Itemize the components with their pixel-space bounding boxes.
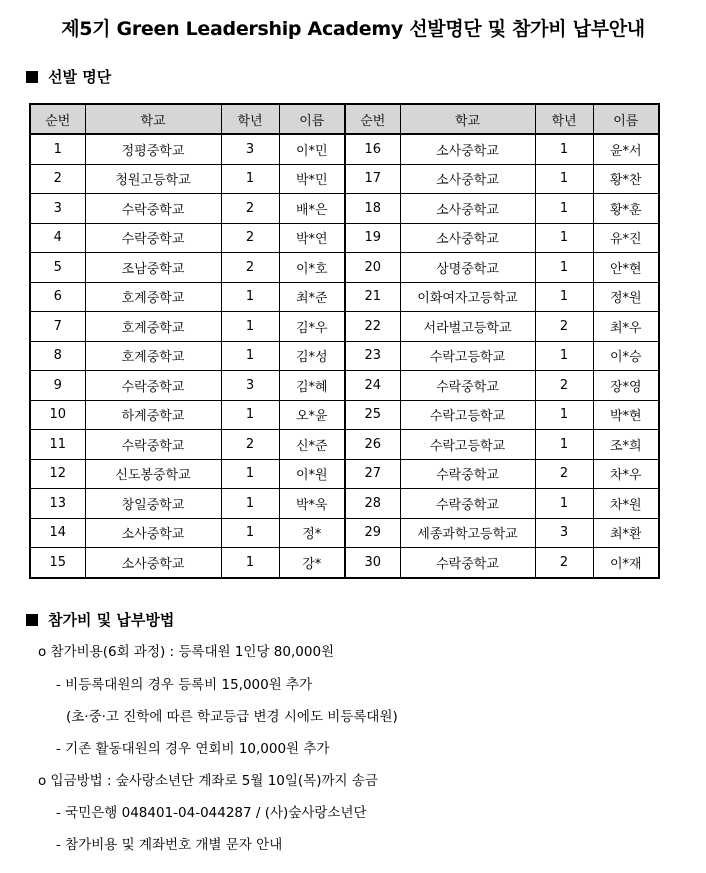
column-header: 순번	[30, 104, 85, 134]
table-cell: 2	[535, 459, 593, 489]
table-cell: 신도봉중학교	[85, 459, 221, 489]
table-row	[30, 518, 659, 548]
table-cell: 청원고등학교	[85, 164, 221, 194]
table-cell: 10	[30, 400, 85, 430]
table-cell: 1	[535, 489, 593, 519]
table-cell: 2	[221, 253, 279, 283]
table-row	[30, 253, 659, 283]
table-cell: 황*훈	[593, 194, 659, 224]
table-cell: 수락중학교	[85, 194, 221, 224]
table-row	[30, 282, 659, 312]
column-header: 학년	[535, 104, 593, 134]
table-cell: 25	[345, 400, 400, 430]
table-cell: 2	[30, 164, 85, 194]
table-cell: 20	[345, 253, 400, 283]
table-cell: 배*은	[279, 194, 345, 224]
table-cell: 박*욱	[279, 489, 345, 519]
table-row	[30, 223, 659, 253]
table-cell: 유*진	[593, 223, 659, 253]
table-cell: 19	[345, 223, 400, 253]
table-cell: 1	[535, 341, 593, 371]
table-cell: 소사중학교	[400, 134, 535, 164]
table-cell: 박*현	[593, 400, 659, 430]
table-cell: 1	[221, 518, 279, 548]
page-title: 제5기 Green Leadership Academy 선발명단 및 참가비 납부안내	[61, 18, 645, 40]
table-cell: 서라벌고등학교	[400, 312, 535, 342]
table-cell: 1	[535, 194, 593, 224]
table-cell: 이*재	[593, 548, 659, 578]
table-cell: 소사중학교	[85, 518, 221, 548]
table-cell: 15	[30, 548, 85, 578]
table-row	[30, 371, 659, 401]
table-cell: 호계중학교	[85, 282, 221, 312]
section-heading-roster	[26, 66, 111, 87]
table-cell: 3	[30, 194, 85, 224]
fee-line: (초·중·고 진학에 따른 학교등급 변경 시에도 비등록대원)	[66, 709, 398, 725]
table-cell: 소사중학교	[400, 194, 535, 224]
table-cell: 이화여자고등학교	[400, 282, 535, 312]
fee-line: - 국민은행 048401-04-044287 / (사)숲사랑소년단	[56, 805, 367, 821]
table-cell: 김*성	[279, 341, 345, 371]
table-cell: 강*	[279, 548, 345, 578]
table-cell: 정*	[279, 518, 345, 548]
section-heading-fees	[26, 609, 174, 630]
table-cell: 조남중학교	[85, 253, 221, 283]
table-row	[30, 459, 659, 489]
table-cell: 김*우	[279, 312, 345, 342]
table-cell: 7	[30, 312, 85, 342]
fee-line: - 기존 활동대원의 경우 연회비 10,000원 추가	[56, 741, 330, 757]
table-cell: 1	[221, 164, 279, 194]
table-row	[30, 341, 659, 371]
table-cell: 소사중학교	[400, 164, 535, 194]
table-row	[30, 194, 659, 224]
table-cell: 1	[221, 282, 279, 312]
table-cell: 1	[221, 341, 279, 371]
table-cell: 차*우	[593, 459, 659, 489]
table-cell: 황*찬	[593, 164, 659, 194]
table-cell: 12	[30, 459, 85, 489]
table-cell: 18	[345, 194, 400, 224]
table-cell: 소사중학교	[85, 548, 221, 578]
table-cell: 정*원	[593, 282, 659, 312]
table-cell: 수락고등학교	[400, 400, 535, 430]
table-cell: 30	[345, 548, 400, 578]
table-cell: 오*윤	[279, 400, 345, 430]
column-header: 학년	[221, 104, 279, 134]
table-cell: 1	[535, 253, 593, 283]
table-cell: 최*환	[593, 518, 659, 548]
table-cell: 1	[221, 312, 279, 342]
table-cell: 호계중학교	[85, 341, 221, 371]
table-cell: 24	[345, 371, 400, 401]
table-cell: 2	[535, 548, 593, 578]
table-cell: 이*호	[279, 253, 345, 283]
table-row	[30, 400, 659, 430]
roster-table	[29, 103, 660, 579]
table-cell: 3	[535, 518, 593, 548]
table-cell: 6	[30, 282, 85, 312]
table-cell: 14	[30, 518, 85, 548]
table-cell: 상명중학교	[400, 253, 535, 283]
fee-line: - 참가비용 및 계좌번호 개별 문자 안내	[56, 837, 283, 853]
square-bullet-icon	[26, 71, 38, 83]
table-cell: 26	[345, 430, 400, 460]
table-cell: 3	[221, 371, 279, 401]
table-cell: 수락중학교	[400, 371, 535, 401]
table-cell: 수락중학교	[85, 371, 221, 401]
table-cell: 9	[30, 371, 85, 401]
table-cell: 이*승	[593, 341, 659, 371]
table-cell: 4	[30, 223, 85, 253]
table-cell: 23	[345, 341, 400, 371]
table-cell: 17	[345, 164, 400, 194]
table-row	[30, 548, 659, 578]
table-cell: 29	[345, 518, 400, 548]
table-cell: 박*민	[279, 164, 345, 194]
table-cell: 3	[221, 134, 279, 164]
section-heading-label: 선발 명단	[48, 68, 112, 86]
table-cell: 1	[535, 223, 593, 253]
fee-line: o 입금방법 : 숲사랑소년단 계좌로 5월 10일(목)까지 송금	[38, 773, 378, 789]
table-cell: 1	[221, 489, 279, 519]
table-cell: 1	[221, 459, 279, 489]
table-cell: 28	[345, 489, 400, 519]
table-cell: 조*희	[593, 430, 659, 460]
table-cell: 1	[535, 134, 593, 164]
table-row	[30, 430, 659, 460]
table-cell: 차*원	[593, 489, 659, 519]
column-header: 이름	[279, 104, 345, 134]
fee-line: o 참가비용(6회 과정) : 등록대원 1인당 80,000원	[38, 644, 335, 660]
table-cell: 수락고등학교	[400, 430, 535, 460]
table-cell: 수락중학교	[400, 459, 535, 489]
table-row	[30, 312, 659, 342]
table-cell: 정평중학교	[85, 134, 221, 164]
table-cell: 8	[30, 341, 85, 371]
table-cell: 2	[221, 223, 279, 253]
table-cell: 2	[535, 312, 593, 342]
table-cell: 수락중학교	[85, 223, 221, 253]
table-cell: 11	[30, 430, 85, 460]
table-row	[30, 489, 659, 519]
table-cell: 13	[30, 489, 85, 519]
table-cell: 소사중학교	[400, 223, 535, 253]
table-cell: 2	[535, 371, 593, 401]
table-cell: 수락중학교	[400, 489, 535, 519]
table-cell: 호계중학교	[85, 312, 221, 342]
table-cell: 창일중학교	[85, 489, 221, 519]
table-cell: 1	[535, 164, 593, 194]
table-cell: 하계중학교	[85, 400, 221, 430]
table-cell: 5	[30, 253, 85, 283]
table-cell: 22	[345, 312, 400, 342]
table-cell: 27	[345, 459, 400, 489]
table-cell: 세종과학고등학교	[400, 518, 535, 548]
square-bullet-icon	[26, 614, 38, 626]
table-cell: 박*연	[279, 223, 345, 253]
table-cell: 21	[345, 282, 400, 312]
table-cell: 이*민	[279, 134, 345, 164]
column-header: 학교	[85, 104, 221, 134]
table-cell: 신*준	[279, 430, 345, 460]
table-cell: 16	[345, 134, 400, 164]
table-cell: 1	[221, 400, 279, 430]
table-cell: 이*원	[279, 459, 345, 489]
table-cell: 1	[535, 282, 593, 312]
table-cell: 수락중학교	[85, 430, 221, 460]
table-cell: 2	[221, 430, 279, 460]
column-header: 이름	[593, 104, 659, 134]
table-cell: 장*영	[593, 371, 659, 401]
table-row	[30, 134, 659, 164]
table-cell: 수락중학교	[400, 548, 535, 578]
table-cell: 김*혜	[279, 371, 345, 401]
table-cell: 수락고등학교	[400, 341, 535, 371]
table-cell: 2	[221, 194, 279, 224]
table-cell: 안*현	[593, 253, 659, 283]
table-row	[30, 164, 659, 194]
column-header: 학교	[400, 104, 535, 134]
table-cell: 윤*서	[593, 134, 659, 164]
table-cell: 1	[221, 548, 279, 578]
table-cell: 최*우	[593, 312, 659, 342]
column-header: 순번	[345, 104, 400, 134]
table-cell: 1	[30, 134, 85, 164]
fee-line: - 비등록대원의 경우 등록비 15,000원 추가	[56, 677, 313, 693]
table-cell: 1	[535, 400, 593, 430]
table-cell: 1	[535, 430, 593, 460]
table-header-row	[30, 104, 659, 134]
section-heading-label: 참가비 및 납부방법	[48, 611, 175, 629]
table-cell: 최*준	[279, 282, 345, 312]
